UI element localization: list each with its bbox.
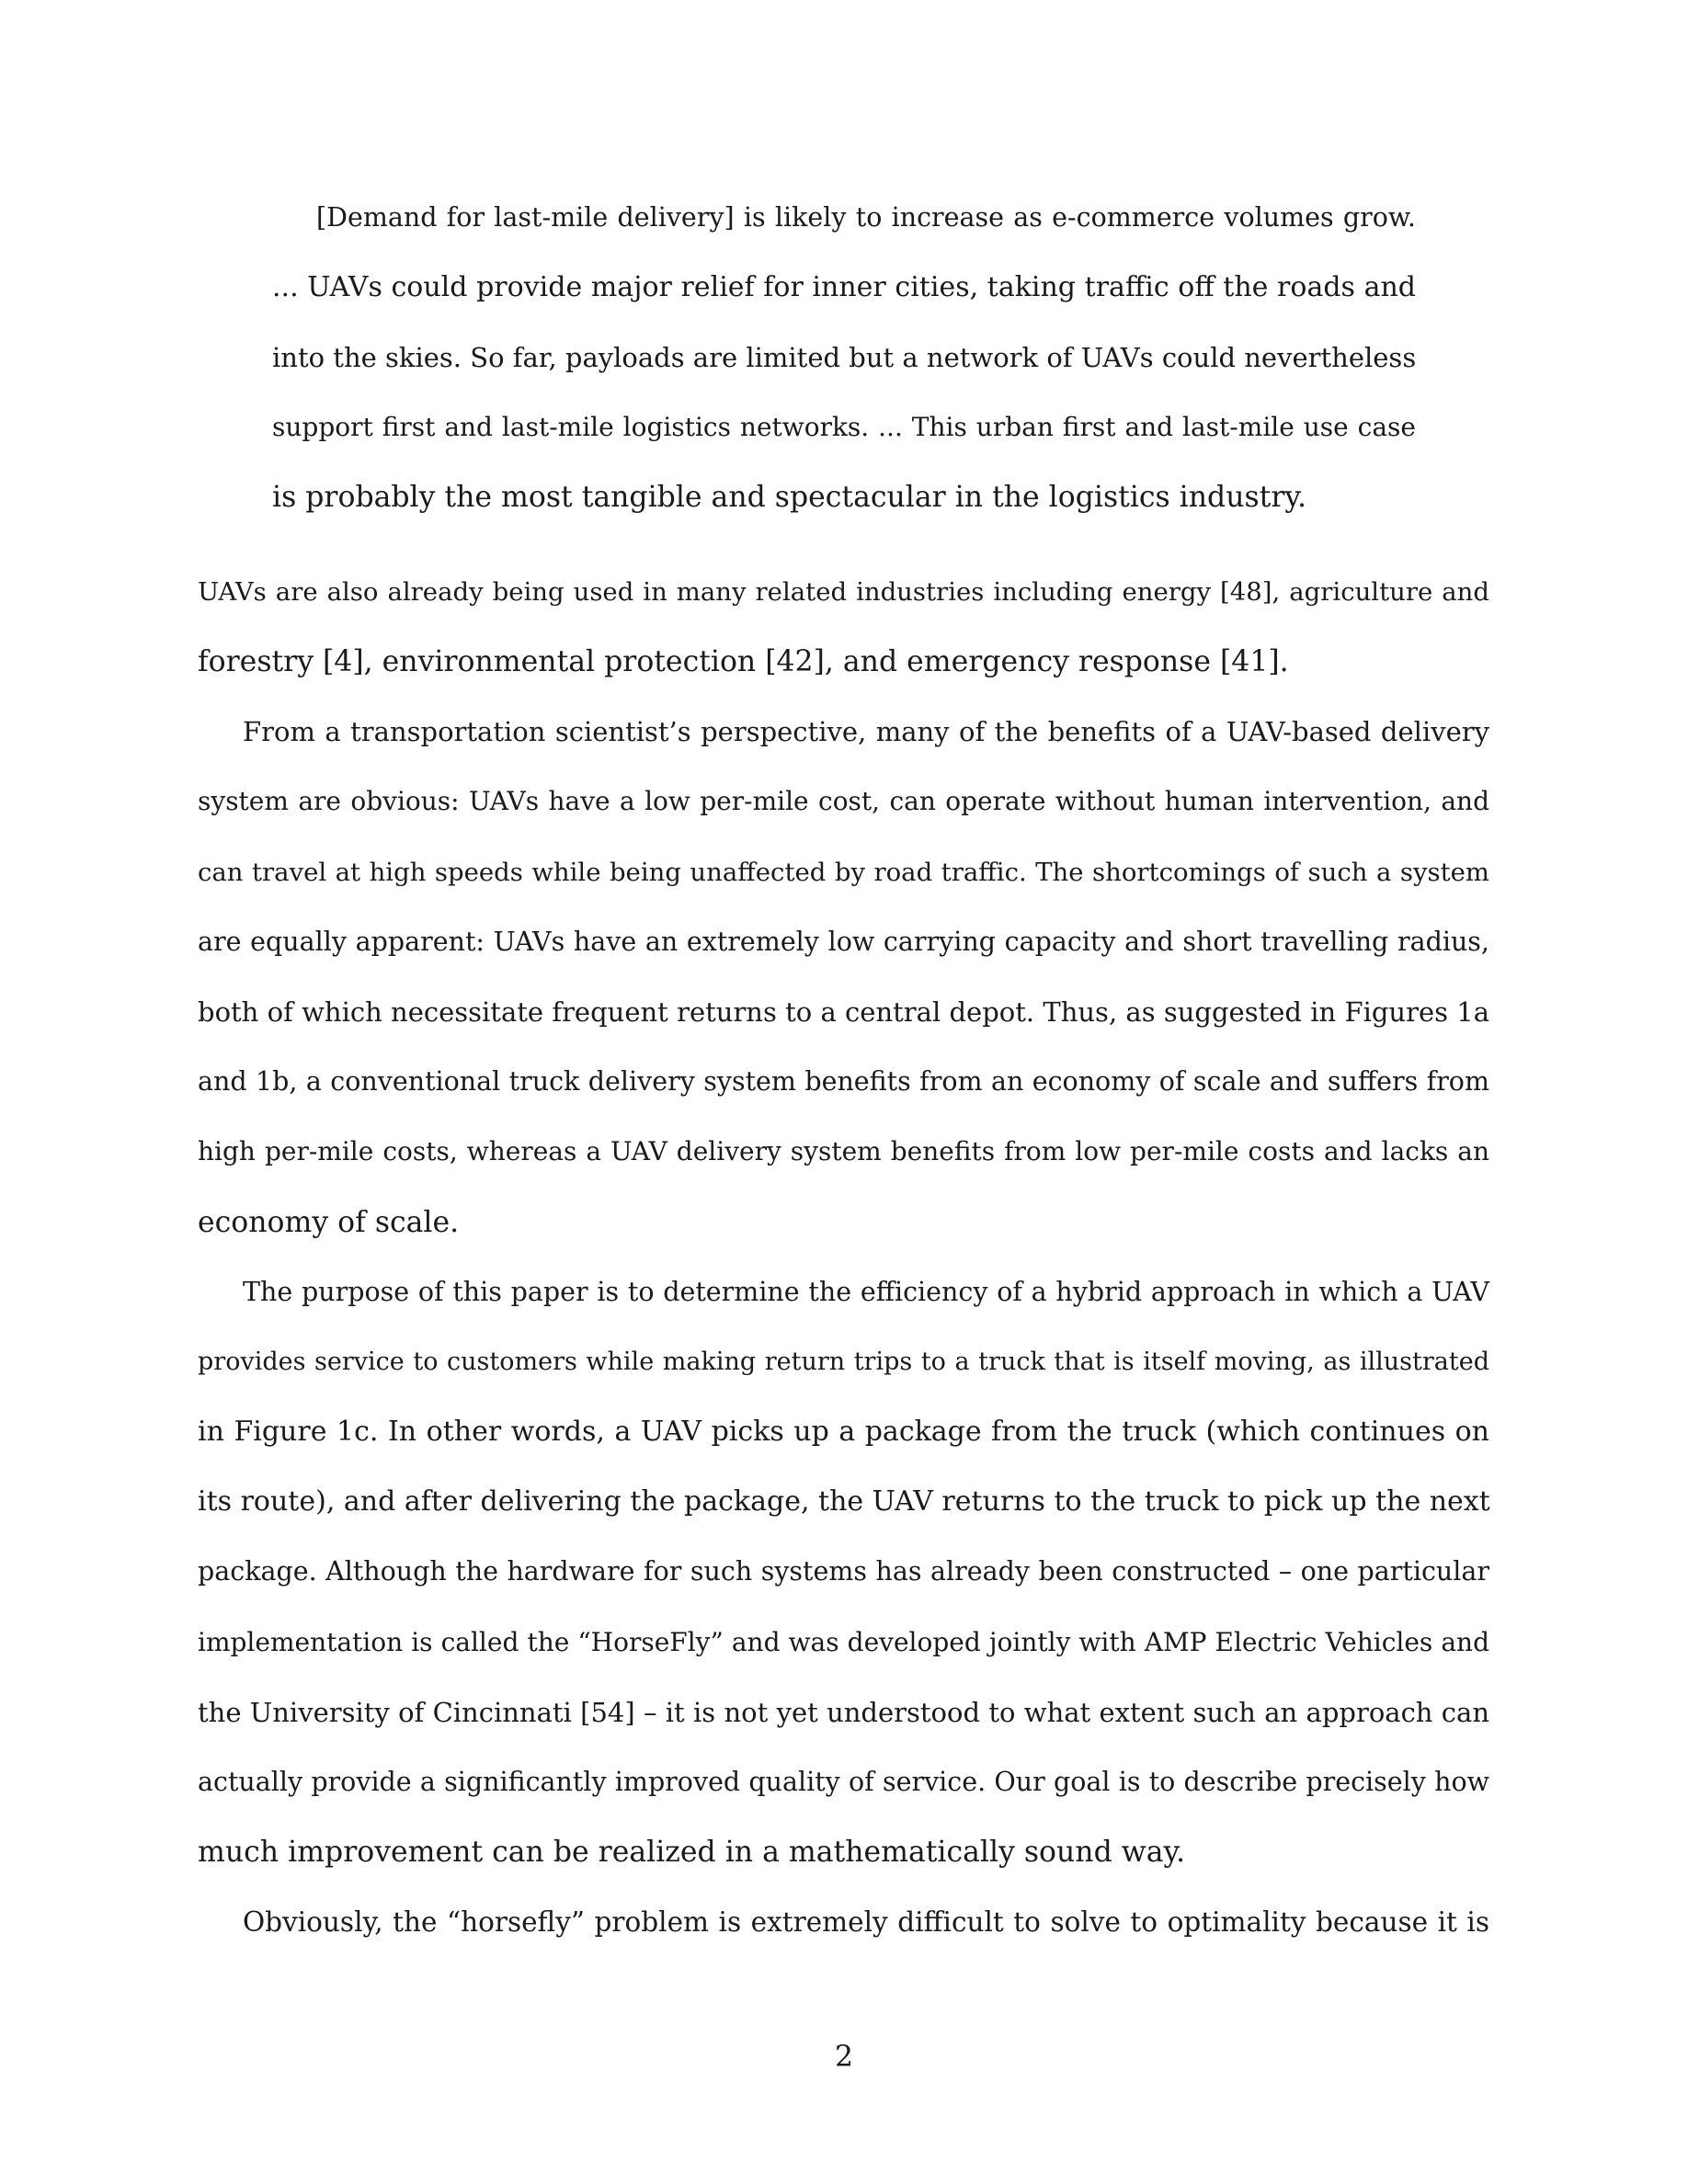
- body-line: the University of Cincinnati [54] – it is not yet understood to what extent such an approach can: [198, 1697, 1489, 1728]
- body-line: Obviously, the “horsefly” problem is extremely difficult to solve to optimality because it is: [243, 1906, 1489, 1938]
- page-number: 2: [834, 2041, 854, 2074]
- body-line: From a transportation scientist’s perspective, many of the benefits of a UAV-based delivery: [243, 716, 1489, 747]
- body-line: can travel at high speeds while being unaffected by road traffic. The shortcomings of such a system: [198, 858, 1489, 887]
- body-line: and 1b, a conventional truck delivery system benefits from an economy of scale and suffers from: [198, 1066, 1489, 1097]
- body-line: economy of scale.: [198, 1206, 460, 1239]
- body-line: both of which necessitate frequent returns to a central depot. Thus, as suggested in Figures 1a: [198, 996, 1489, 1028]
- quote-line: ... UAVs could provide major relief for inner cities, taking traffic off the roads and: [272, 271, 1416, 303]
- body-line: implementation is called the “HorseFly” and was developed jointly with AMP Electric Vehicles and: [198, 1627, 1489, 1657]
- body-line: UAVs are also already being used in many related industries including energy [48], agriculture and: [198, 577, 1489, 607]
- quote-line: into the skies. So far, payloads are limited but a network of UAVs could nevertheless: [272, 342, 1417, 373]
- body-line: package. Although the hardware for such systems has already been constructed – one particular: [198, 1556, 1489, 1587]
- body-line: in Figure 1c. In other words, a UAV picks up a package from the truck (which continues on: [198, 1416, 1489, 1448]
- quote-line: [Demand for last-mile delivery] is likely to increase as e-commerce volumes grow.: [316, 202, 1416, 233]
- quote-line: support first and last-mile logistics networks. ... This urban first and last-mile use case: [272, 412, 1416, 442]
- body-line: The purpose of this paper is to determine the efficiency of a hybrid approach in which a UAV: [243, 1277, 1489, 1307]
- body-line: actually provide a significantly improved quality of service. Our goal is to describe precisely how: [198, 1767, 1489, 1797]
- body-line: are equally apparent: UAVs have an extremely low carrying capacity and short travelling radius,: [198, 927, 1489, 957]
- body-line: system are obvious: UAVs have a low per-mile cost, can operate without human intervention, and: [198, 786, 1489, 816]
- body-line: high per-mile costs, whereas a UAV delivery system benefits from low per-mile costs and lacks an: [198, 1136, 1489, 1166]
- body-line: its route), and after delivering the package, the UAV returns to the truck to pick up the next: [198, 1485, 1490, 1518]
- body-line: provides service to customers while making return trips to a truck that is itself moving, as illustrated: [198, 1348, 1489, 1376]
- body-line: forestry [4], environmental protection [42], and emergency response [41].: [198, 645, 1289, 678]
- quote-line: is probably the most tangible and spectacular in the logistics industry.: [272, 481, 1307, 514]
- body-line: much improvement can be realized in a mathematically sound way.: [198, 1836, 1186, 1869]
